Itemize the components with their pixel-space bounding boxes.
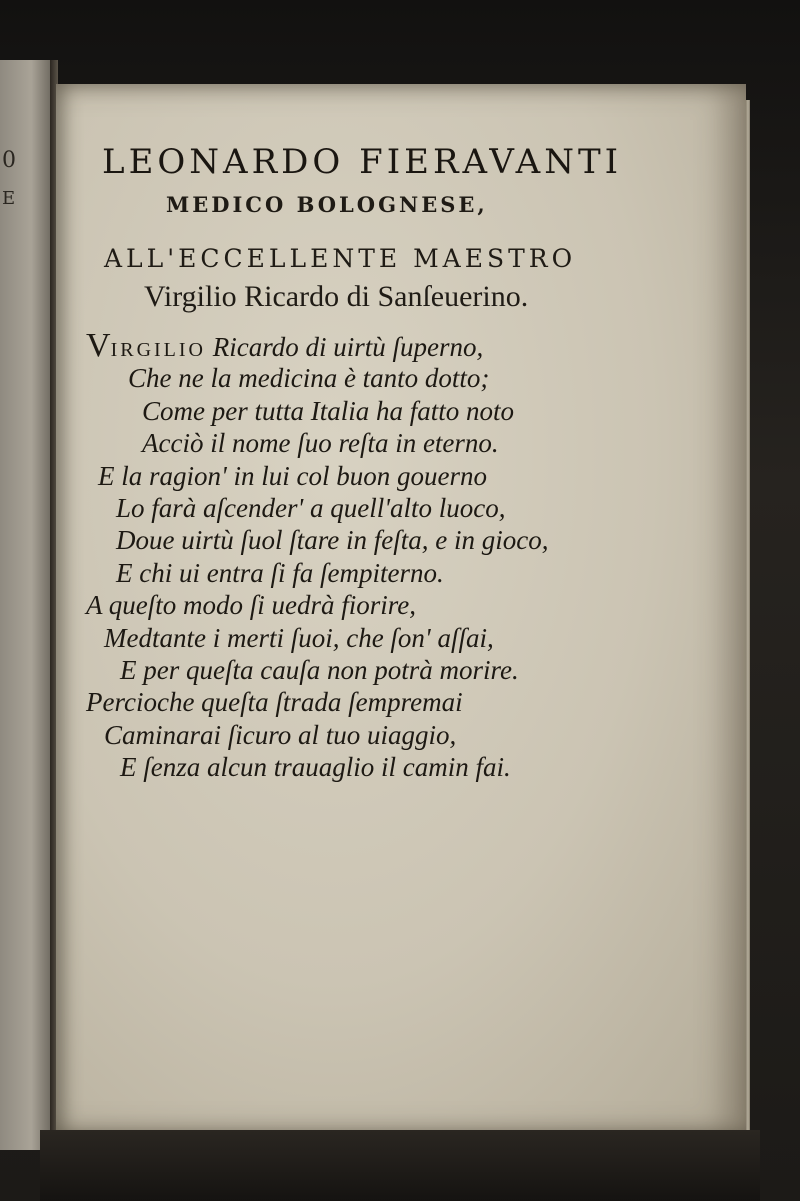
table-shadow [40,1130,760,1201]
author-title: LEONARDO FIERAVANTI [102,142,623,182]
poem-line: E per queſta cauſa non potrà morire. [120,655,519,685]
poem-line: Che ne la medicina è tanto dotto; [128,363,490,393]
poem-line: E la ragion' in lui col buon gouerno [98,461,488,491]
poem-first-word: IRGILIO [110,339,206,361]
facing-page-fragment: 0 [2,148,16,173]
poem-initial: V [86,327,111,364]
dedication-recipient: Virgilio Ricardo di Sanſeuerino. [144,280,529,313]
poem-line: Doue uirtù ſuol ſtare in feſta, e in gioco, [116,525,549,555]
poem-line: E ſenza alcun trauaglio il camin fai. [120,752,511,782]
poem-line: Come per tutta Italia ha fatto noto [142,396,514,426]
poem-line: Medtante i merti ſuoi, che ſon' aſſai, [104,623,494,653]
facing-page-edge [0,60,54,1150]
poem-line: Percioche queſta ſtrada ſempremai [86,687,463,717]
poem-line: Lo farà aſcender' a quell'alto luoco, [116,493,506,523]
poem-line: A queſto modo ſi uedrà fiorire, [86,590,416,620]
facing-page-fragment: E [2,188,16,209]
poem-line: E chi ui entra ſi fa ſempiterno. [116,558,444,588]
poem-line: Acciò il nome ſuo reſta in eterno. [142,428,499,458]
poem-line: Caminarai ſicuro al tuo uiaggio, [104,720,457,750]
author-profession: MEDICO BOLOGNESE, [166,192,488,217]
poem-line-text: Ricardo di uirtù ſuperno, [206,332,484,362]
book-page [56,84,746,1134]
poem-line [86,327,484,366]
dedication-heading: ALL'ECCELLENTE MAESTRO [104,244,577,273]
